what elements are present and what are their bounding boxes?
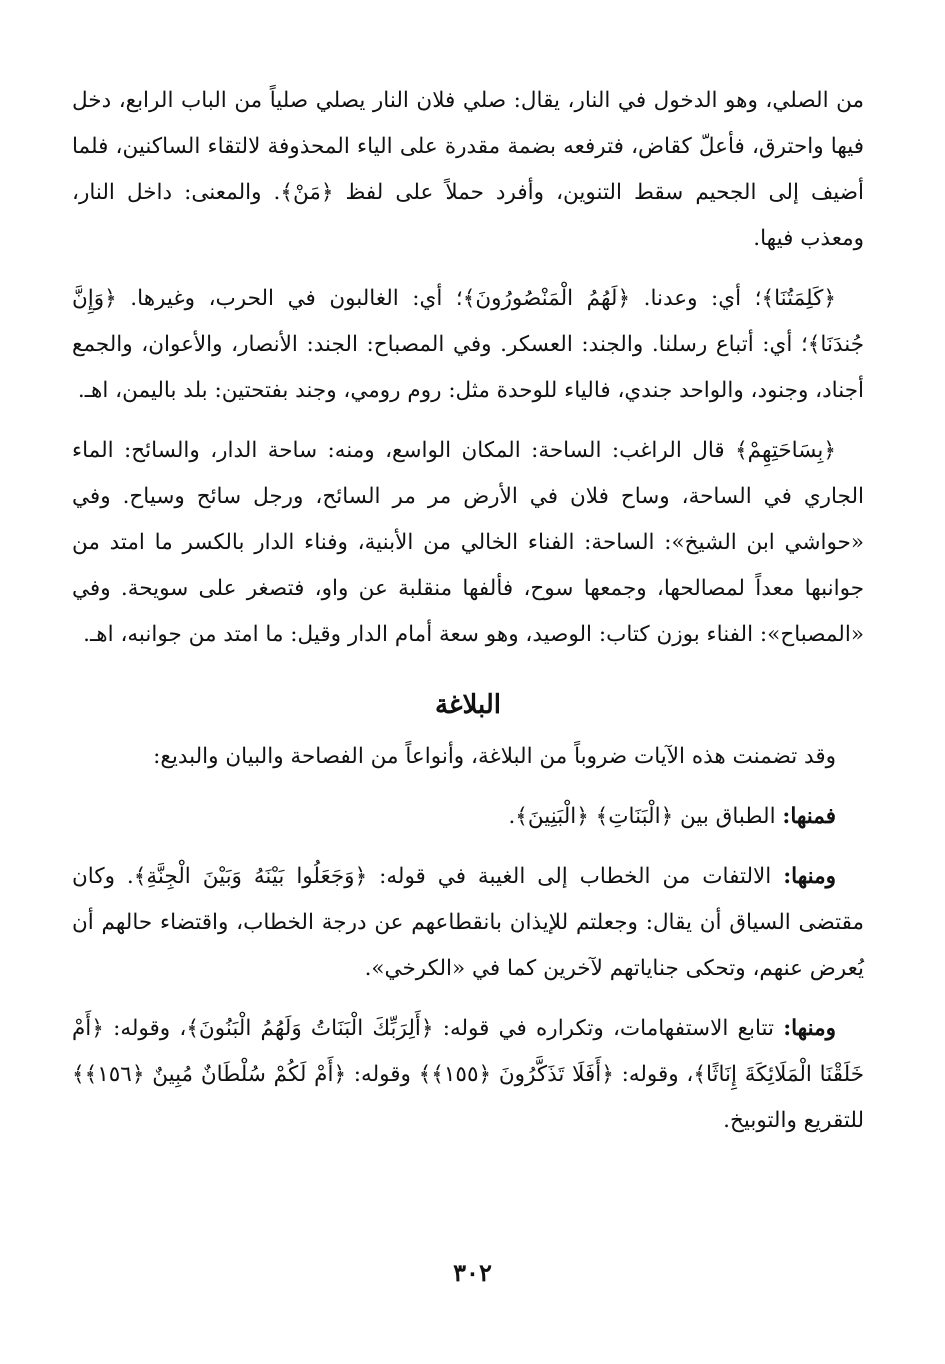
paragraph-1: من الصلي، وهو الدخول في النار، يقال: صلي فلان النار يصلي صلياً من الباب الرابع، دخل فيها واحترق، فأعلّ كقاض، فترفعه بضمة مقدرة على الياء المحذوفة لالتقاء الساكنين، فلما أضيف إلى الجحيم سقط التنوين، وأفرد حملاً على لفظ ﴿مَنْ﴾. والمعنى: داخل النار، ومعذب فيها. — [72, 88, 864, 251]
paragraph-text: تتابع الاستفهامات، وتكراره في قوله: ﴿أَلِرَبِّكَ الْبَنَاتُ وَلَهُمُ الْبَنُونَ﴾، وقوله: ﴿أَمْ خَلَقْنَا الْمَلَائِكَةَ إِنَاثًا﴾، وقوله: ﴿أَفَلَا تَذَكَّرُونَ ﴿١٥٥﴾﴾ وقوله: ﴿أَمْ لَكُمْ سُلْطَانٌ مُبِينٌ ﴿١٥٦﴾﴾ للتقريع والتوبيخ. — [72, 1016, 864, 1133]
paragraph-text: الطباق بين ﴿الْبَنَاتِ﴾ ﴿الْبَنِينَ﴾. — [508, 804, 776, 829]
paragraph-6 — [72, 854, 864, 992]
paragraph-text: الالتفات من الخطاب إلى الغيبة في قوله: ﴿وَجَعَلُوا بَيْنَهُ وَبَيْنَ الْجِنَّةِ﴾. وكان مقتضى السياق أن يقال: وجعلتم للإيذان بانقطاعهم عن درجة الخطاب، واقتضاء حالهم أن يُعرض عنهم، وتحكى جناياتهم لآخرين كما في «الكرخي». — [72, 864, 864, 981]
page-number: ٣٠٢ — [453, 1258, 492, 1287]
paragraph-2: ﴿كَلِمَتُنَا﴾؛ أي: وعدنا. ﴿لَهُمُ الْمَنْصُورُونَ﴾؛ أي: الغالبون في الحرب، وغيرها. ﴿وَإِنَّ جُندَنَا﴾؛ أي: أتباع رسلنا. والجند: العسكر. وفي المصباح: الجند: الأنصار، والأعوان، والجمع أجناد، وجنود، والواحد جندي، فالياء للوحدة مثل: روم رومي، وجند بفتحتين: بلد باليمن، اهـ. — [72, 286, 864, 403]
paragraph-gap — [72, 414, 864, 428]
section-heading: البلاغة — [434, 690, 502, 720]
paragraph-7 — [72, 1006, 864, 1144]
paragraph-lead: فمنها: — [782, 804, 836, 829]
paragraph-gap — [72, 262, 864, 276]
paragraph-gap — [72, 992, 864, 1006]
paragraph-lead: ومنها: — [783, 1016, 836, 1041]
paragraph-gap — [72, 780, 864, 794]
paragraph-4: وقد تضمنت هذه الآيات ضروباً من البلاغة، وأنواعاً من الفصاحة والبيان والبديع: — [153, 744, 836, 769]
paragraph-lead: ومنها: — [783, 864, 836, 889]
page-body — [72, 78, 864, 1144]
paragraph-gap — [72, 840, 864, 854]
paragraph-3: ﴿بِسَاحَتِهِمْ﴾ قال الراغب: الساحة: المكان الواسع، ومنه: ساحة الدار، والسائح: الماء الجاري في الساحة، وساح فلان في الأرض مر مر السائح، ورجل سائح وسياح. وفي «حواشي ابن الشيخ»: الساحة: الفناء الخالي من الأبنية، وفناء الدار بالكسر ما امتد من جوانبها معداً لمصالحها، وجمعها سوح، فألفها منقلبة عن واو، فتصغر على سويحة. وفي «المصباح»: الفناء بوزن كتاب: الوصيد، وهو سعة أمام الدار وقيل: ما امتد من جوانبه، اهـ. — [72, 438, 864, 647]
paragraph-5 — [72, 794, 864, 840]
